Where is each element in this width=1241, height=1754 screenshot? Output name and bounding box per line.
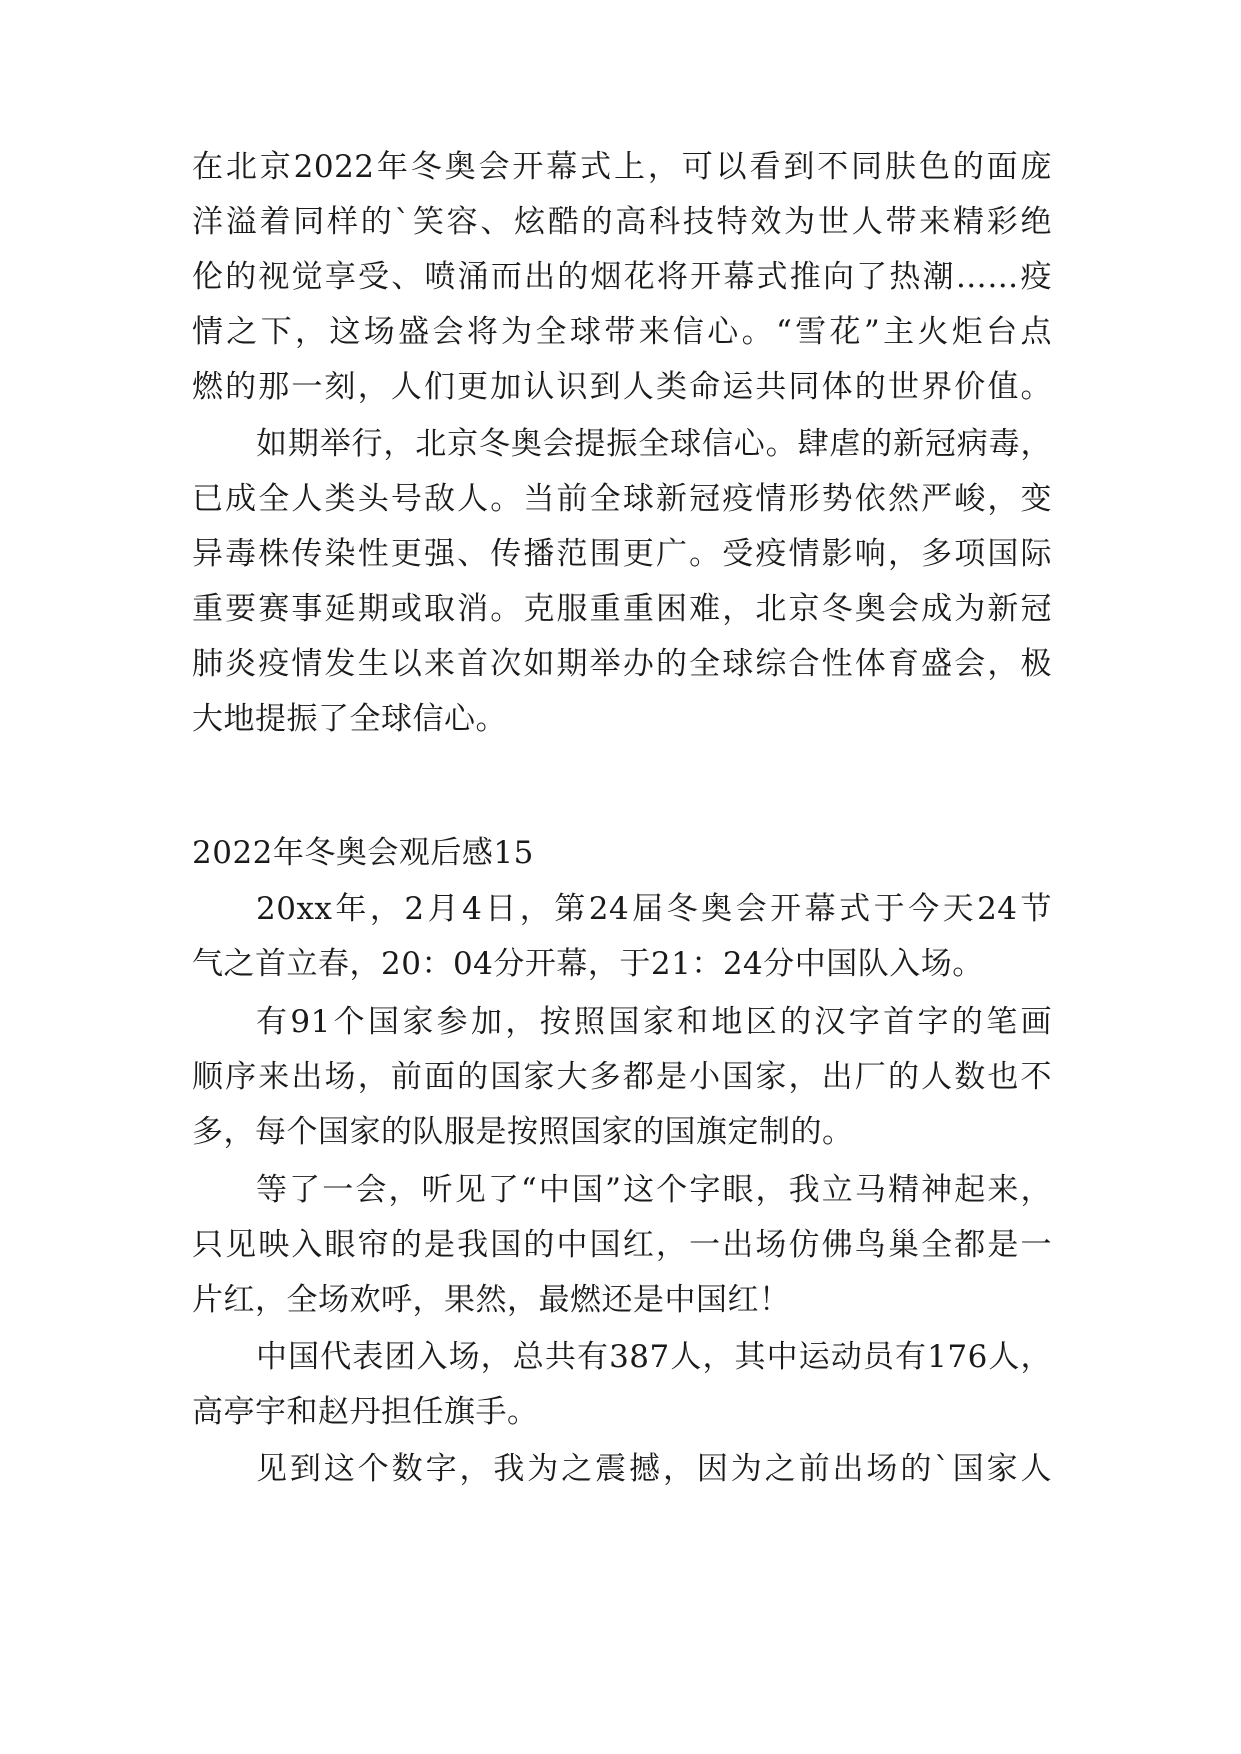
paragraph-2-line-5: 肺炎疫情发生以来首次如期举办的全球综合性体育盛会，极 — [192, 646, 1052, 682]
paragraph-2-line-3: 异毒株传染性更强、传播范围更广。受疫情影响，多项国际 — [192, 536, 1052, 572]
paragraph-1-line-3: 伦的视觉享受、喷涌而出的烟花将开幕式推向了热潮……疫 — [192, 259, 1052, 295]
paragraph-6-line-1: 中国代表团入场，总共有387人，其中运动员有176人， — [256, 1339, 1052, 1375]
paragraph-2-line-4: 重要赛事延期或取消。克服重重困难，北京冬奥会成为新冠 — [192, 591, 1052, 627]
paragraph-1-line-4: 情之下，这场盛会将为全球带来信心。“雪花”主火炬台点 — [192, 314, 1052, 350]
paragraph-5-line-1: 等了一会，听见了“中国”这个字眼，我立马精神起来， — [256, 1172, 1052, 1208]
paragraph-2-line-1: 如期举行，北京冬奥会提振全球信心。肆虐的新冠病毒， — [256, 426, 1052, 462]
paragraph-5-line-3: 片红，全场欢呼，果然，最燃还是中国红！ — [192, 1282, 791, 1318]
paragraph-4-line-1: 有91个国家参加，按照国家和地区的汉字首字的笔画 — [256, 1004, 1052, 1040]
paragraph-3-line-1: 20xx年，2月4日，第24届冬奥会开幕式于今天24节 — [256, 891, 1052, 927]
section-heading: 2022年冬奥会观后感15 — [192, 835, 534, 871]
paragraph-1-line-2: 洋溢着同样的`笑容、炫酷的高科技特效为世人带来精彩绝 — [192, 204, 1052, 240]
paragraph-2-line-6: 大地提振了全球信心。 — [192, 701, 507, 737]
paragraph-1-line-1: 在北京2022年冬奥会开幕式上，可以看到不同肤色的面庞 — [192, 149, 1052, 185]
paragraph-2-line-2: 已成全人类头号敌人。当前全球新冠疫情形势依然严峻，变 — [192, 481, 1052, 517]
paragraph-6-line-2: 高亭宇和赵丹担任旗手。 — [192, 1394, 539, 1430]
paragraph-5-line-2: 只见映入眼帘的是我国的中国红，一出场仿佛鸟巢全都是一 — [192, 1227, 1052, 1263]
paragraph-7-line-1: 见到这个数字，我为之震撼，因为之前出场的`国家人 — [256, 1451, 1052, 1487]
paragraph-4-line-2: 顺序来出场，前面的国家大多都是小国家，出厂的人数也不 — [192, 1059, 1052, 1095]
paragraph-4-line-3: 多，每个国家的队服是按照国家的国旗定制的。 — [192, 1114, 854, 1150]
paragraph-1-line-5: 燃的那一刻，人们更加认识到人类命运共同体的世界价值。 — [192, 369, 1052, 405]
paragraph-3-line-2: 气之首立春，20：04分开幕，于21：24分中国队入场。 — [192, 946, 984, 982]
